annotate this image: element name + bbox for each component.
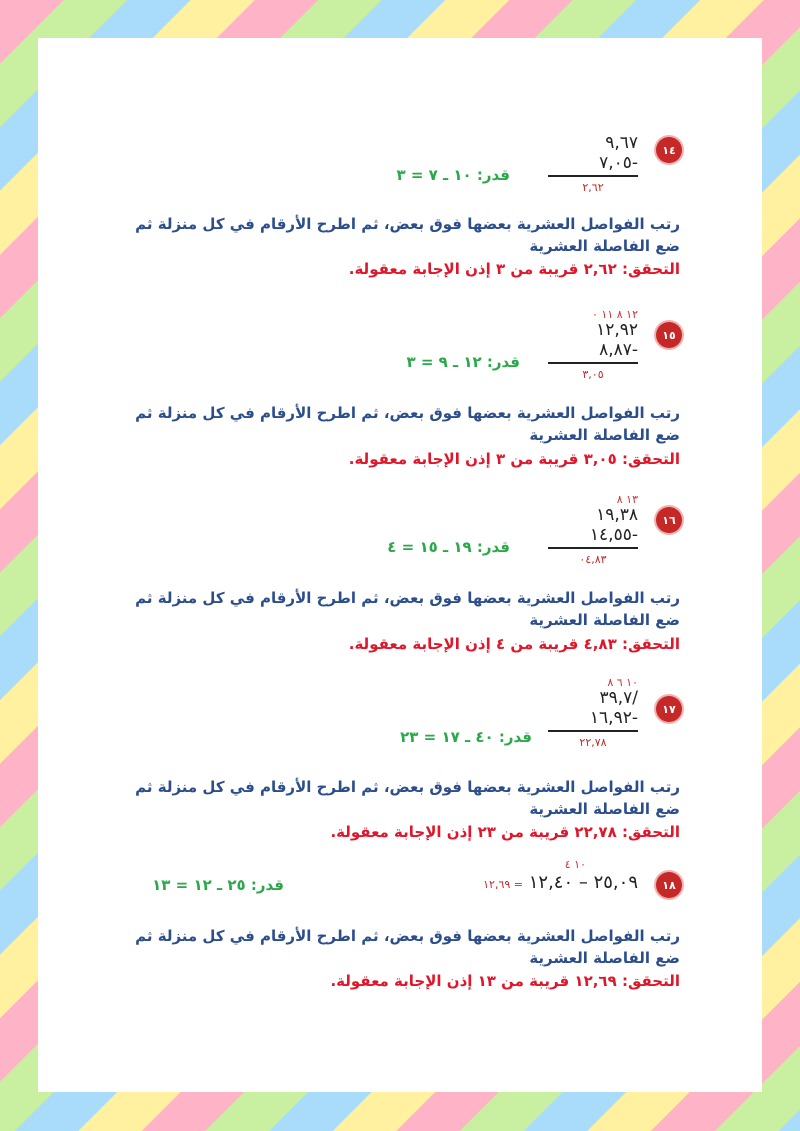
problem-number-badge: ١٤ [656,137,682,163]
carry-digits: ١٢ ٨ ١١ ٠ [592,308,638,321]
problem-17 [38,678,762,858]
estimate: قدر: ١٢ ـ ٩ = ٣ [406,353,520,371]
subtrahend: ٨,٨٧- [599,340,638,360]
problem-18 [38,858,762,1050]
difference: ٢,٦٢ [582,181,604,194]
problem-15 [38,310,762,490]
problem-number-badge: ١٥ [656,322,682,348]
explanation: رتب الفواصل العشرية بعضها فوق بعض، ثم اطرح الأرقام في كل منزلة ثم ضع الفاصلة العشرية [135,215,680,255]
explanation: رتب الفواصل العشرية بعضها فوق بعض، ثم اطرح الأرقام في كل منزلة ثم ضع الفاصلة العشرية [135,778,680,818]
minuend: ٩,٦٧ [605,133,638,153]
problem-number-badge: ١٧ [656,696,682,722]
subtrahend: ١٦,٩٢- [589,708,638,728]
explanation: رتب الفواصل العشرية بعضها فوق بعض، ثم اطرح الأرقام في كل منزلة ثم ضع الفاصلة العشرية [135,927,680,967]
subtrahend: ٧,٠٥- [599,153,638,173]
carry-digits: ١٠ ٤ [564,858,586,871]
problem-number-badge: ١٨ [656,872,682,898]
problem-16 [38,495,762,675]
explanation: رتب الفواصل العشرية بعضها فوق بعض، ثم اطرح الأرقام في كل منزلة ثم ضع الفاصلة العشرية [135,404,680,444]
sum-line [548,547,638,549]
check-statement: التحقق: ١٢,٦٩ قريبة من ١٣ إذن الإجابة معقولة. [330,972,680,990]
estimate: قدر: ١٠ ـ ٧ = ٣ [396,166,510,184]
subtraction-calc [548,495,638,566]
subtraction-expression [483,858,638,893]
expression: ٢٥,٠٩ – ١٢,٤٠ [528,872,638,893]
check-statement: التحقق: ٤,٨٣ قريبة من ٤ إذن الإجابة معقولة. [348,635,680,653]
difference: = ١٢,٦٩ [483,878,523,891]
check-statement: التحقق: ٢,٦٢ قريبة من ٣ إذن الإجابة معقولة. [348,260,680,278]
problem-14 [38,133,762,313]
sum-line [548,730,638,732]
subtraction-calc [548,678,638,749]
difference: ٣,٠٥ [582,368,604,381]
minuend: ١٢,٩٢ [596,320,638,340]
difference: ٢٢,٧٨ [579,736,607,749]
estimate: قدر: ٤٠ ـ ١٧ = ٢٣ [400,728,532,746]
worksheet-page [38,38,762,1092]
sum-line [548,175,638,177]
subtrahend: ١٤,٥٥- [589,525,638,545]
check-statement: التحقق: ٣,٠٥ قريبة من ٣ إذن الإجابة معقولة. [348,450,680,468]
minuend: ١٩,٣٨ [596,505,638,525]
carry-digits: ١٠ ٦ ٨ [607,676,638,689]
estimate: قدر: ٢٥ ـ ١٢ = ١٣ [152,876,284,894]
subtraction-calc [548,133,638,194]
explanation: رتب الفواصل العشرية بعضها فوق بعض، ثم اطرح الأرقام في كل منزلة ثم ضع الفاصلة العشرية [135,589,680,629]
subtraction-calc [548,310,638,381]
check-statement: التحقق: ٢٢,٧٨ قريبة من ٢٣ إذن الإجابة معقولة. [330,823,680,841]
difference: ٠٤,٨٣ [579,553,607,566]
estimate: قدر: ١٩ ـ ١٥ = ٤ [387,538,510,556]
problem-number-badge: ١٦ [656,507,682,533]
minuend: ٣٩,٧/ [599,688,638,708]
carry-digits: ١٣ ٨ [616,493,638,506]
sum-line [548,362,638,364]
